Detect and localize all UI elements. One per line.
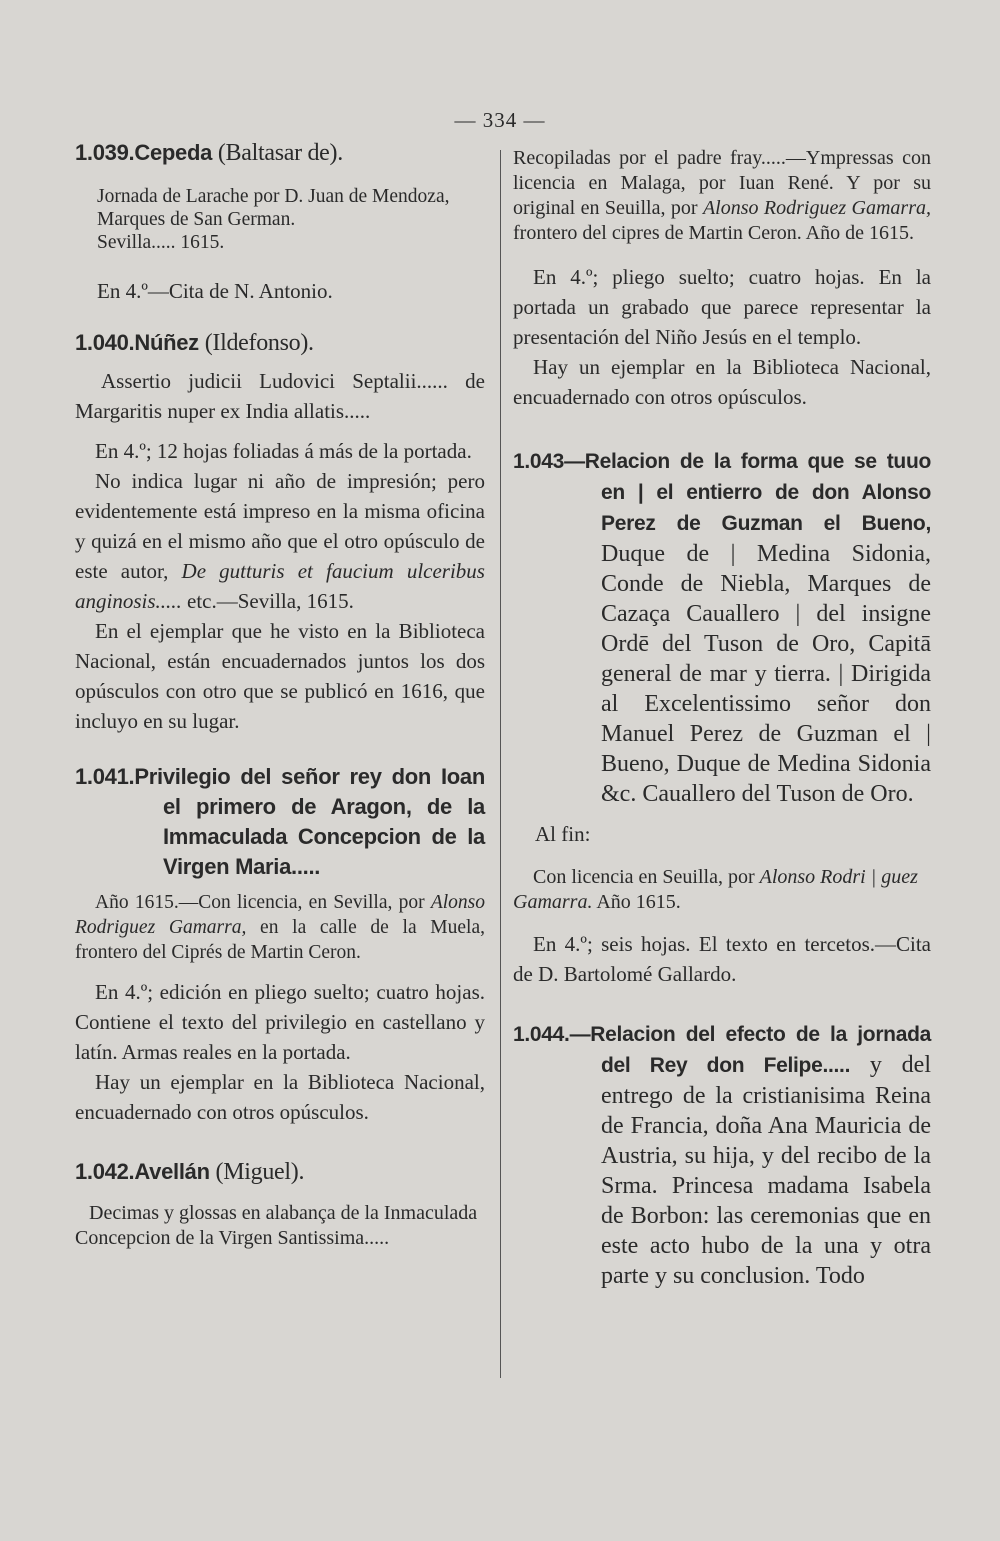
entry-title: Privilegio del señor rey don Ioan el primero de Aragon, de la Immaculada Concepcion de la Virgen Maria..... [134,764,485,879]
continued-note-1: En 4.º; pliego suelto; cuatro hojas. En la portada un grabado que parece representar la presentación del Niño Jesús en el templo. [513,265,931,349]
entry-1040 [75,328,485,736]
description-text: Recopiladas por el padre fray.....—Ympressas con licencia en Malaga, por Iuan René. Y por su original en Seuilla, por [513,147,931,219]
entry-1040-heading [75,328,485,358]
imprint-text: en la calle de la Muela, frontero del Ciprés de Martin Ceron. [75,917,485,963]
entry-number: 1.041. [75,764,135,789]
entry-1044 [513,1019,931,1291]
entry-1040-note-3: En el ejemplar que he visto en la Biblioteca Nacional, están encuadernados juntos los dos opúsculos con otro que se publicó en 1616, que incluyo en su lugar. [75,619,485,733]
continued-note-2: Hay un ejemplar en la Biblioteca Nacional, encuadernado con otros opúsculos. [513,355,931,409]
entry-1041-note-2: Hay un ejemplar en la Biblioteca Nacional, encuadernado con otros opúsculos. [75,1070,485,1124]
entry-1039 [75,138,485,306]
entry-1044-heading [513,1019,931,1291]
entry-1039-description [75,185,485,254]
entry-title-bold: —Relacion de la forma que se tuuo en | el entierro de don Alonso Perez de Guzman el Bueno, [564,450,931,535]
al-fin-label: Al fin: [535,822,591,846]
author-given-name: (Baltasar de). [217,140,343,166]
entry-title-bold: —Relacion del efecto de la jornada del Rey don Felipe..... [569,1023,931,1077]
entry-1043-note: En 4.º; seis hojas. El texto en tercetos.—Cita de D. Bartolomé Gallardo. [513,932,931,986]
column-divider [500,150,501,1378]
note-text: etc.—Sevilla, 1615. [181,589,354,613]
entry-1041 [75,762,485,1127]
entry-1041-imprint [75,890,485,965]
entry-1042 [75,1157,485,1251]
entry-1039-note: En 4.º—Cita de N. Antonio. [97,279,333,303]
note-text: No indica lugar ni año de impresión; pero evidentemente está impreso en la misma oficina y quizá en el mismo año que el otro opúsculo de este autor, [75,469,485,583]
page-number: — 334 — [454,108,546,132]
entry-1040-note-2 [75,466,485,616]
entry-number: 1.040. [75,330,135,355]
entry-1041-heading [75,762,485,882]
entry-1042-heading [75,1157,485,1187]
entry-title-rest: Duque de | Medina Sidonia, Conde de Niebla, Marques de Cazaça Cauallero | del insigne Ordē del Tuson de Oro, Capitā general de mar y tierra. | Dirigida al Excelentissimo señor don Manuel Perez de Guzman el | Bueno, Duque de Medina Sidonia &c. Cauallero del Tuson de Oro. [601,541,931,807]
entry-1042-description: Decimas y glossas en alabança de la Inmaculada Concepcion de la Virgen Santissima..... [75,1202,478,1249]
author-name: Avellán [134,1159,210,1184]
entry-1043-heading [513,446,931,809]
entry-number: 1.039. [75,140,135,165]
title-text: Jornada de Larache por D. Juan de Mendoza, Marques de San German. [97,186,450,230]
entry-1040-description: Assertio judicii Ludovici Septalii...... de Margaritis nuper ex India allatis..... [75,369,485,423]
colophon-text: Con licencia en Seuilla, por [533,866,760,888]
author-name: Cepeda [134,140,213,165]
printer-name: Alonso Rodri | guez Gamarra. [513,866,918,913]
entry-1043 [513,446,931,989]
author-given-name: (Miguel). [215,1159,305,1185]
entry-1039-heading [75,138,485,168]
author-name: Núñez [134,330,199,355]
continued-description [513,146,931,246]
cited-title: De gutturis et faucium ulceribus anginosis..... [75,559,485,613]
entry-number: 1.042. [75,1159,135,1184]
left-column [75,138,485,1251]
imprint-text: Sevilla..... 1615. [97,232,225,253]
entry-1041-note-1: En 4.º; edición en pliego suelto; cuatro hojas. Contiene el texto del privilegio en castellano y latín. Armas reales en la portada. [75,980,485,1064]
entry-number: 1.043 [513,450,565,473]
author-given-name: (Ildefonso). [204,330,314,356]
entry-1040-note-1: En 4.º; 12 hojas foliadas á más de la portada. [95,439,472,463]
entry-1043-colophon [513,865,931,915]
printer-name: Alonso Rodriguez Gamarra, [75,892,485,938]
description-text: frontero del cipres de Martin Ceron. Año de 1615. [513,222,915,244]
entry-title-rest: y del entrego de la cristianisima Reina de Francia, doña Ana Mauricia de Austria, su hija, y del recibo de la Srma. Princesa madama Isabela de Borbon: las ceremonias que en este acto hubo de la una y otra parte y su conclusion. Todo [601,1052,931,1289]
entry-number: 1.044. [513,1023,570,1046]
colophon-text: Año 1615. [592,891,681,913]
printer-name: Alonso Rodriguez Gamarra, [702,197,931,219]
imprint-text: Año 1615.—Con licencia, en Sevilla, por [95,892,431,913]
right-column [513,146,931,1291]
